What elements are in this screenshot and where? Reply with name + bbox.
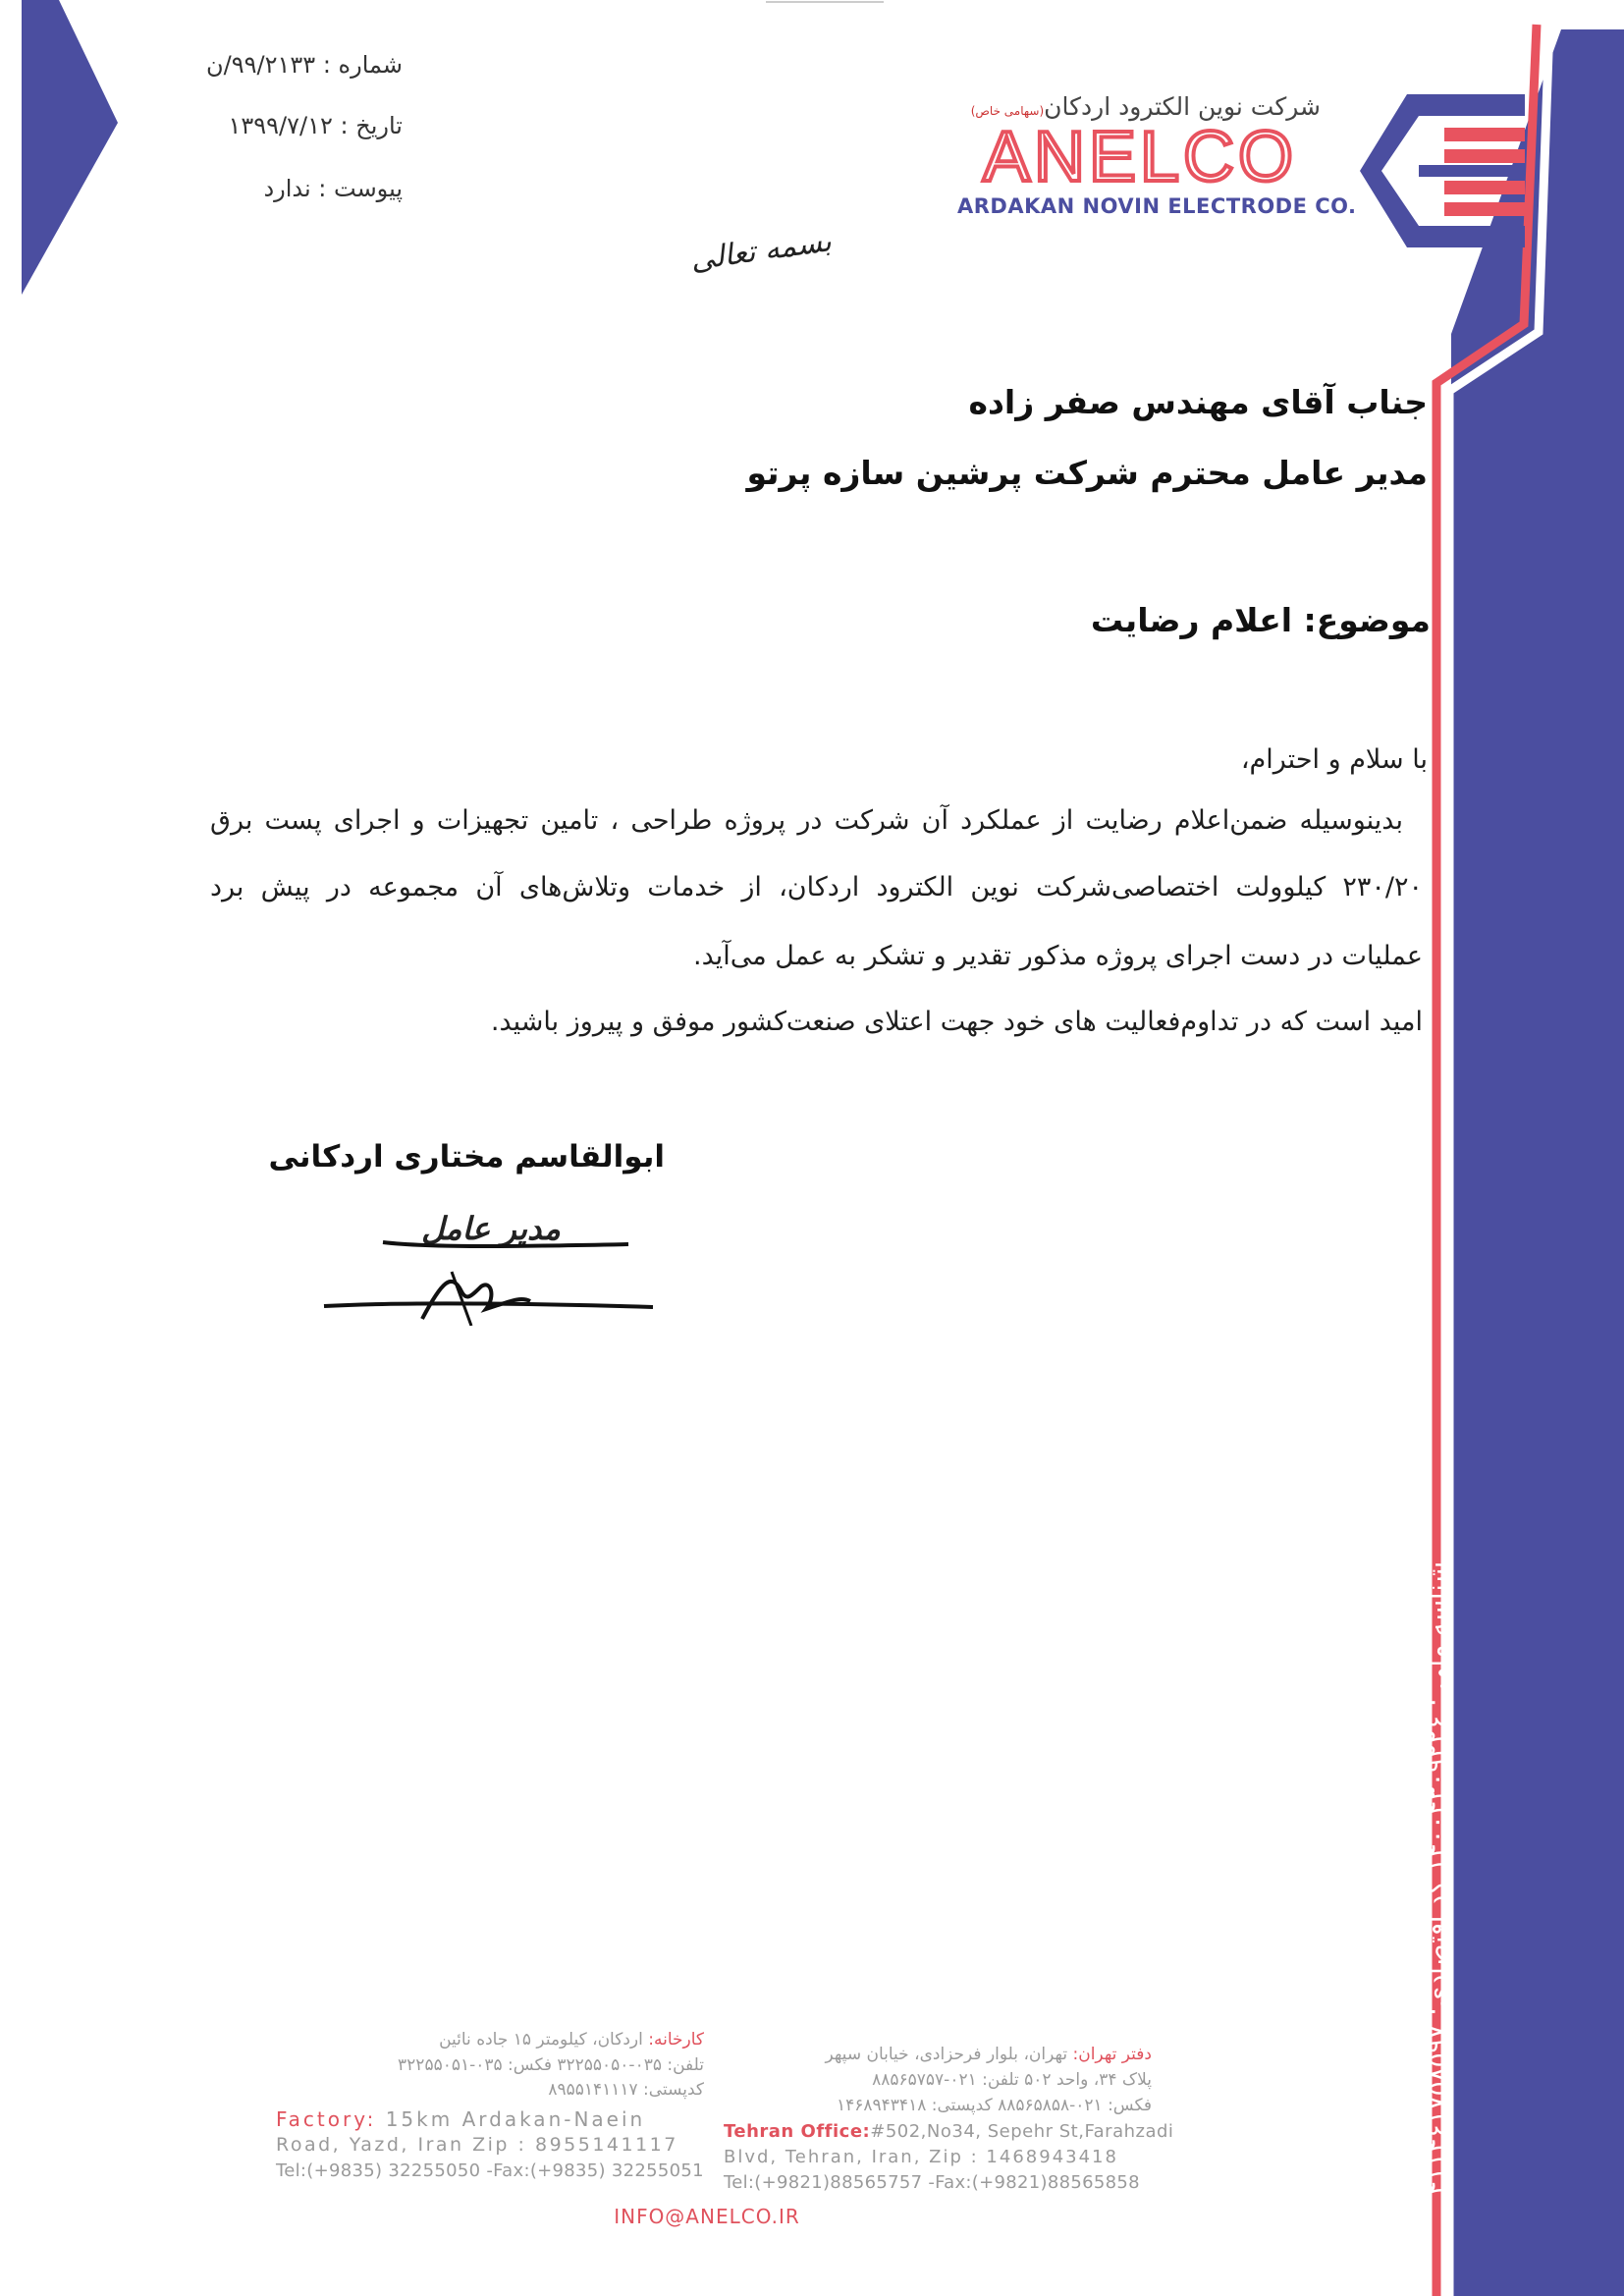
greeting: با سلام و احترام، <box>1240 744 1428 775</box>
anelco-hexagon-logo-icon <box>1360 86 1546 255</box>
addressee-name: جناب آقای مهندس صفر زاده <box>968 383 1428 421</box>
company-name-fa-text: شرکت نوین الکترود اردکان <box>1044 92 1321 121</box>
footer-tehran-en-line1: Tehran Office:#502,No34, Sepehr St,Farahzadi <box>724 2121 1174 2142</box>
footer-factory-fa-address: کارخانه: اردکان، کیلومتر ۱۵ جاده نائین <box>439 2030 704 2050</box>
body-line-2: ۲۳۰/۲۰ کیلوولت اختصاصی‌شرکت نوین الکترود اردکان، از خدمات وتلاش‌های آن مجموعه در پیش برد <box>210 872 1423 902</box>
footer-tehran-en-line2: Blvd, Tehran, Iran, Zip : 1468943418 <box>724 2147 1118 2167</box>
signer-name: ابوالقاسم مختاری اردکانی <box>268 1139 665 1175</box>
body-line-3: عملیات در دست اجرای پروژه مذکور تقدیر و تشکر به عمل می‌آید. <box>692 941 1423 971</box>
company-name-en: ARDAKAN NOVIN ELECTRODE CO. <box>957 194 1357 218</box>
footer-factory-en-line3: Tel:(+9835) 32255050 -Fax:(+9835) 32255051 <box>276 2160 704 2181</box>
footer-tehran-fa-fax: فکس: ۰۲۱-۸۸۵۶۵۸۵۸ کدپستی: ۱۴۶۸۹۴۳۴۱۸ <box>837 2096 1152 2115</box>
invocation-text: بسمه تعالی <box>688 224 834 278</box>
company-name-fa <box>957 92 1321 121</box>
anelco-wordmark-text: ANELCO <box>982 120 1298 191</box>
addressee-title: مدیر عامل محترم شرکت پرشین سازه پرتو <box>746 454 1428 492</box>
body-line-4: امید است که در تداوم‌فعالیت های خود جهت اعتلای صنعت‌کشور موفق و پیروز باشید. <box>490 1007 1423 1037</box>
left-chevron-shape <box>22 0 118 295</box>
letter-number: شماره : ۹۹/۲۱۳۳/ن <box>206 51 403 79</box>
footer-factory-en-line1: Factory: 15km Ardakan-Naein <box>276 2107 646 2131</box>
signer-title: مدیر عامل <box>421 1210 561 1247</box>
letter-date: تاریخ : ۱۳۹۹/۷/۱۲ <box>228 112 403 139</box>
handwritten-signature <box>314 1203 668 1326</box>
footer-tehran-fa-phone: پلاک ۳۴، واحد ۵۰۲ تلفن: ۰۲۱-۸۸۵۶۵۷۵۷ <box>872 2070 1152 2090</box>
letter-attachment: پیوست : ندارد <box>263 175 403 202</box>
footer-factory-fa-postal: کدپستی: ۸۹۵۵۱۴۱۱۱۷ <box>548 2080 704 2100</box>
national-id-economic-code: شناسه ملی : ۱۴۰۰۴۳۰۹۲۲۶ کد اقتصادی: ۴۱۱۴۶۱۷۵۸۵۹۷ <box>1422 1561 1452 2196</box>
footer-factory-en-line2: Road, Yazd, Iran Zip : 8955141117 <box>276 2134 678 2156</box>
anelco-wordmark <box>957 120 1323 191</box>
company-type-fa: (سهامی خاص) <box>970 104 1045 118</box>
footer-tehran-fa-address: دفتر تهران: تهران، بلوار فرحزادی، خیابان سپهر <box>825 2045 1152 2064</box>
footer-email-link[interactable]: INFO@ANELCO.IR <box>614 2205 800 2228</box>
body-line-1: بدینوسیله ضمن‌اعلام رضایت از عملکرد آن شرکت در پروژه طراحی ، تامین تجهیزات و اجرای پست برق <box>210 805 1403 836</box>
footer-tehran-en-line3: Tel:(+9821)88565757 -Fax:(+9821)88565858 <box>724 2172 1140 2193</box>
footer-factory-fa-phone: تلفن: ۰۳۵-۳۲۲۵۵۰۵۰ فکس: ۰۳۵-۳۲۲۵۵۰۵۱ <box>398 2055 704 2075</box>
letter-subject: موضوع: اعلام رضایت <box>1090 601 1431 639</box>
